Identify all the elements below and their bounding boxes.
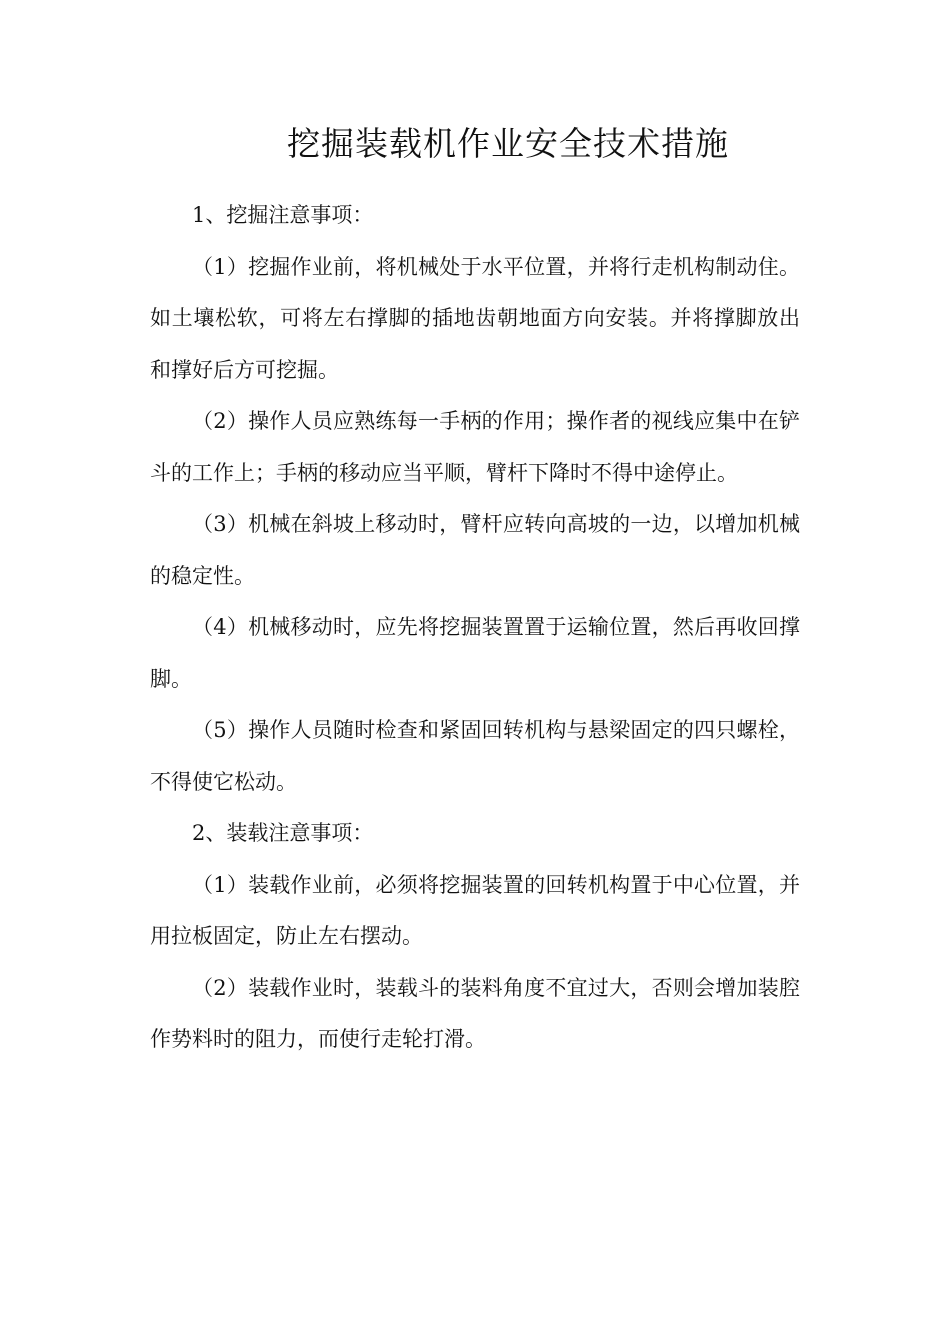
document-body <box>150 190 800 1066</box>
paragraph-excavation-1: （1）挖掘作业前，将机械处于水平位置，并将行走机构制动住。如土壤松软，可将左右撑脚的插地齿朝地面方向安装。并将撑脚放出和撑好后方可挖掘。 <box>150 254 800 382</box>
paragraph-excavation-5: （5）操作人员随时检查和紧固回转机构与悬梁固定的四只螺栓，不得使它松动。 <box>150 718 800 794</box>
section-heading-loading: 2、装载注意事项： <box>192 821 374 845</box>
paragraph-loading-1: （1）装载作业前，必须将挖掘装置的回转机构置于中心位置，并用拉板固定，防止左右摆动。 <box>150 872 800 948</box>
paragraph-loading-2: （2）装载作业时，装载斗的装料角度不宜过大，否则会增加装腔作势料时的阻力，而使行走轮打滑。 <box>150 975 800 1051</box>
paragraph-excavation-3: （3）机械在斜坡上移动时，臂杆应转向高坡的一边，以增加机械的稳定性。 <box>150 512 800 588</box>
paragraph-excavation-4: （4）机械移动时，应先将挖掘装置置于运输位置，然后再收回撑脚。 <box>150 615 800 691</box>
section-heading-excavation: 1、挖掘注意事项： <box>192 203 374 227</box>
document-title: 挖掘装载机作业安全技术措施 <box>287 124 729 163</box>
paragraph-excavation-2: （2）操作人员应熟练每一手柄的作用；操作者的视线应集中在铲斗的工作上；手柄的移动应当平顺，臂杆下降时不得中途停止。 <box>150 409 800 485</box>
